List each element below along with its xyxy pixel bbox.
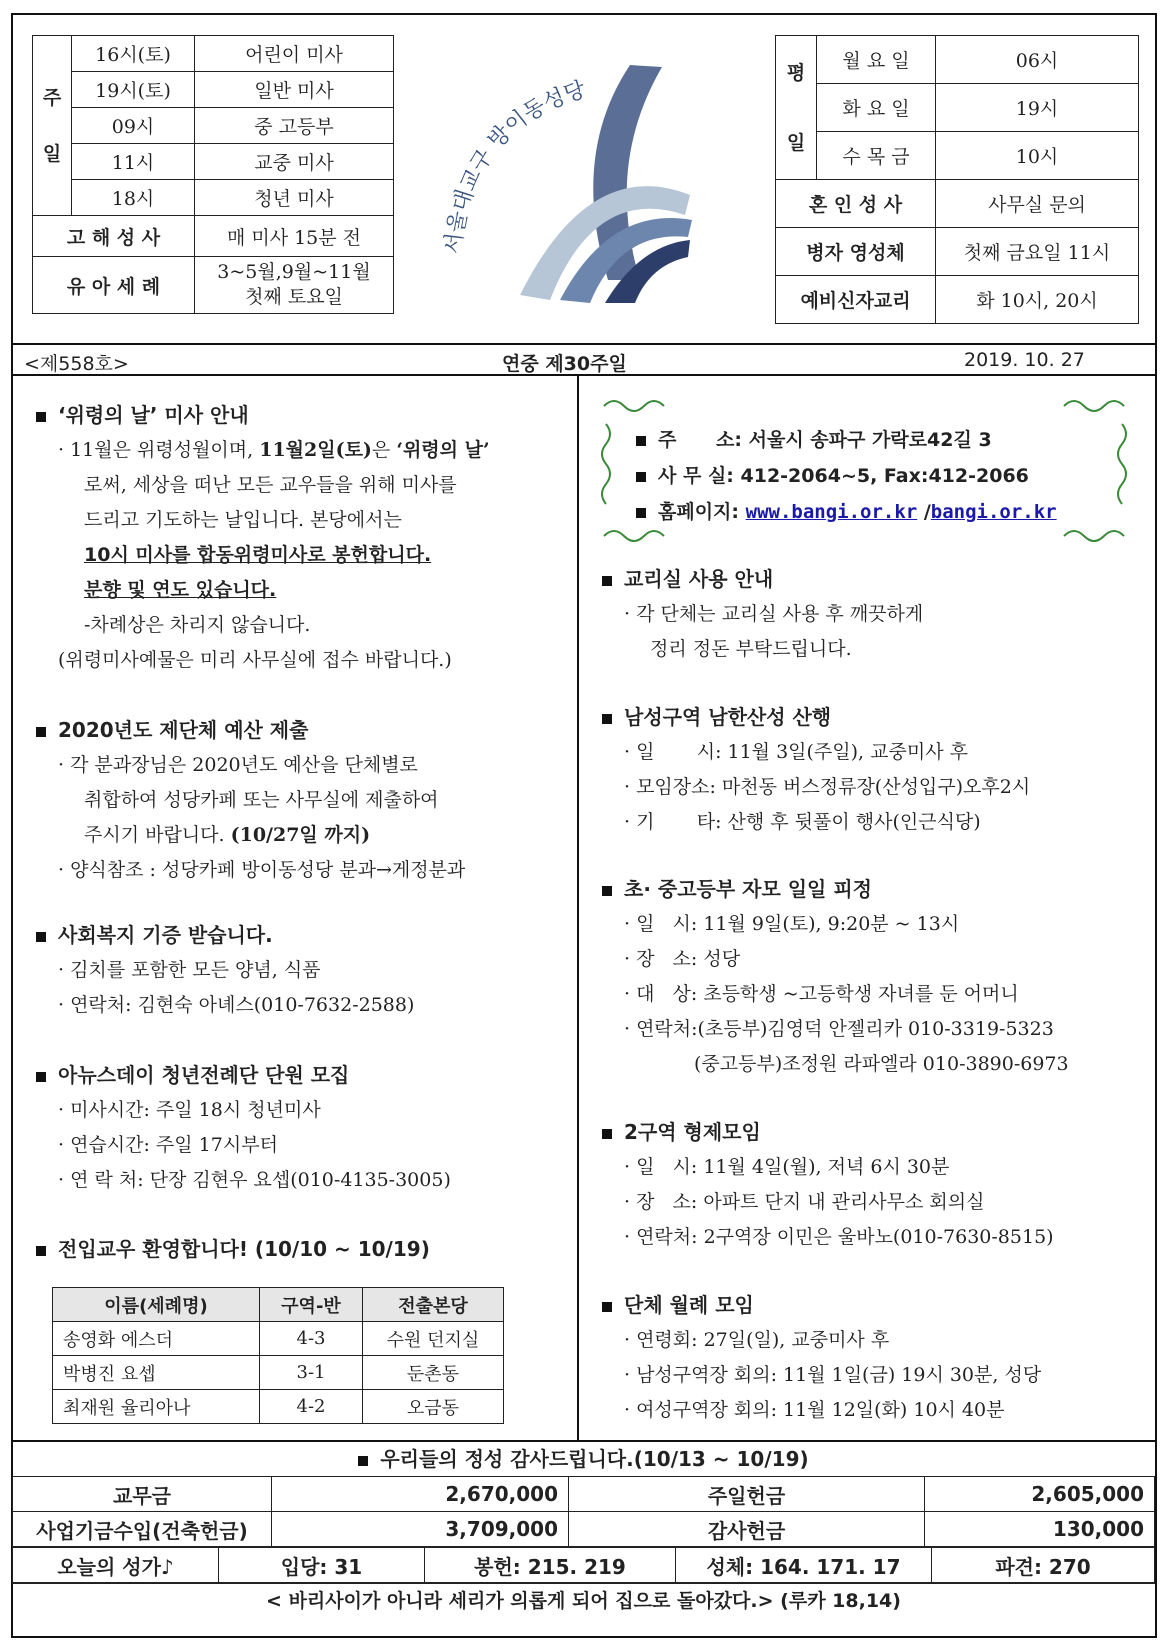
- offering-table: [12, 1476, 1155, 1547]
- classroom-title: 교리실 사용 안내: [624, 567, 774, 591]
- section-choir: [36, 1058, 571, 1198]
- weekday-schedule-table: [775, 35, 1139, 324]
- newcomers-table: [52, 1287, 504, 1424]
- newcomer-parish: 수원 던지실: [363, 1322, 504, 1356]
- budget-line2: 취합하여 성당카페 또는 사무실에 제출하여: [84, 789, 439, 811]
- newcomer-parish: 둔촌동: [363, 1356, 504, 1390]
- homepage-separator: /: [917, 501, 931, 523]
- weekday-day: 수 목 금: [817, 132, 936, 180]
- welfare-line2: · 연락처: 김현숙 아녜스(010-7632-2588): [58, 994, 415, 1016]
- retreat-line4: · 연락처:(초등부)김영덕 안젤리카 010-3319-5323: [624, 1018, 1054, 1040]
- issue-info-bar: [12, 343, 1155, 376]
- baptism-label: 유 아 세 례: [33, 257, 195, 314]
- newcomer-zone: 3-1: [260, 1356, 363, 1390]
- logo-text: 서울대교구 방이동성당: [440, 77, 589, 256]
- weekday-day: 화 요 일: [817, 84, 936, 132]
- weekday-label-2: 일: [786, 131, 806, 154]
- classroom-line2: 정리 정돈 부탁드립니다.: [650, 638, 852, 660]
- budget-line3: [36, 818, 571, 853]
- homepage-label: 홈페이지:: [658, 501, 746, 523]
- address-value: 서울시 송파구 가락로42길 3: [748, 429, 992, 451]
- welcome-title: 전입교우 환영합니다! (10/10 ~ 10/19): [58, 1237, 430, 1261]
- monthly-title: 단체 월례 모임: [624, 1293, 754, 1317]
- office-label: 사 무 실:: [658, 465, 741, 487]
- address-lines: [636, 422, 1057, 530]
- thanks-text: 우리들의 정성 감사드립니다.(10/13 ~ 10/19): [380, 1447, 809, 1471]
- mass-time: 19시(토): [72, 72, 195, 108]
- office-value: 412-2064~5, Fax:412-2066: [740, 465, 1029, 487]
- newcomer-name: 박병진 요셉: [53, 1356, 260, 1390]
- weekday-label-1: 평: [786, 61, 806, 84]
- mass-name: 중 고등부: [195, 108, 394, 144]
- issue-date: 2019. 10. 27: [964, 349, 1085, 371]
- sunday-label-2: 일: [42, 142, 62, 165]
- offering-label: 교무금: [13, 1477, 272, 1512]
- marriage-label: 혼 인 성 사: [776, 180, 936, 228]
- section-welcome: [36, 1232, 571, 1267]
- mass-time: 16시(토): [72, 36, 195, 72]
- budget-title: 2020년도 제단체 예산 제출: [58, 718, 309, 742]
- offering-label: 감사헌금: [569, 1512, 925, 1547]
- choir-line2: · 연습시간: 주일 17시부터: [58, 1134, 278, 1156]
- bullet-icon: [602, 1302, 612, 1312]
- memorial-line6: -차례상은 차리지 않습니다.: [84, 614, 311, 636]
- sick-communion-label: 병자 영성체: [776, 228, 936, 276]
- offering-amount: 130,000: [925, 1512, 1155, 1547]
- hymn-recessional: 파견: 270: [932, 1548, 1155, 1583]
- hiking-line2: · 모임장소: 마천동 버스정류장(산성입구)오후2시: [624, 776, 1031, 798]
- col-header-zone: 구역-반: [260, 1288, 363, 1322]
- hiking-title: 남성구역 남한산성 산행: [624, 705, 832, 729]
- bullet-icon: [602, 886, 612, 896]
- brothers-title: 2구역 형제모임: [624, 1120, 761, 1144]
- newcomer-name: 최재원 율리아나: [53, 1390, 260, 1424]
- bullet-icon: [636, 436, 646, 446]
- baptism-value-line1: 3~5월,9월~11월: [217, 261, 371, 283]
- issue-number: <제558호>: [24, 353, 129, 375]
- memorial-line4: 10시 미사를 합동위령미사로 봉헌합니다.: [84, 544, 432, 566]
- section-welfare: [36, 918, 571, 1023]
- hymn-table: [12, 1547, 1155, 1583]
- retreat-line5: (중고등부)조정원 라파엘라 010-3890-6973: [694, 1053, 1069, 1075]
- memorial-line3: 드리고 기도하는 날입니다. 본당에서는: [84, 509, 402, 531]
- table-row: [53, 1322, 504, 1356]
- section-memorial: [36, 398, 571, 678]
- col-header-parish: 전출본당: [363, 1288, 504, 1322]
- mass-name: 교중 미사: [195, 144, 394, 180]
- retreat-line1: · 일 시: 11월 9일(토), 9:20분 ~ 13시: [624, 913, 960, 935]
- bullet-icon: [36, 1246, 46, 1256]
- church-logo: [430, 45, 720, 305]
- memorial-l1d: ‘위령의 날’: [396, 439, 490, 461]
- section-classroom: [602, 562, 1157, 667]
- memorial-l1c: 은: [371, 439, 397, 461]
- hiking-line1: · 일 시: 11월 3일(주일), 교중미사 후: [624, 741, 968, 763]
- hymn-label: 오늘의 성가♪: [13, 1548, 219, 1583]
- monthly-line1: · 연령회: 27일(일), 교중미사 후: [624, 1329, 890, 1351]
- baptism-value-line2: 첫째 토요일: [245, 286, 343, 308]
- section-hiking: [602, 700, 1157, 840]
- choir-line3: · 연 락 처: 단장 김현우 요셉(010-4135-3005): [58, 1169, 451, 1191]
- bullet-icon: [636, 508, 646, 518]
- retreat-title: 초· 중고등부 자모 일일 피정: [624, 877, 872, 901]
- memorial-line2: 로써, 세상을 떠난 모든 교우들을 위해 미사를: [84, 474, 457, 496]
- sunday-label: [33, 36, 72, 216]
- bullet-icon: [602, 1129, 612, 1139]
- brothers-line3: · 연락처: 2구역장 이민은 울바노(010-7630-8515): [624, 1226, 1054, 1248]
- bullet-icon: [36, 932, 46, 942]
- sick-communion-value: 첫째 금요일 11시: [936, 228, 1139, 276]
- budget-line1: · 각 분과장님은 2020년도 예산을 단체별로: [58, 754, 418, 776]
- brothers-line1: · 일 시: 11월 4일(월), 저녁 6시 30분: [624, 1156, 950, 1178]
- cafe-link[interactable]: bangi.or.kr: [930, 501, 1057, 523]
- memorial-title: ‘위령의 날’ 미사 안내: [58, 403, 249, 427]
- homepage-link[interactable]: www.bangi.or.kr: [745, 501, 918, 523]
- monthly-line3: · 여성구역장 회의: 11월 12일(화) 10시 40분: [624, 1399, 1005, 1421]
- bullet-icon: [602, 576, 612, 586]
- offering-amount: 2,670,000: [272, 1477, 569, 1512]
- offering-label: 주일헌금: [569, 1477, 925, 1512]
- mass-time: 18시: [72, 180, 195, 216]
- marriage-value: 사무실 문의: [936, 180, 1139, 228]
- offering-label: 사업기금수입(건축헌금): [13, 1512, 272, 1547]
- section-title: [36, 398, 571, 433]
- newcomer-zone: 4-3: [260, 1322, 363, 1356]
- hymn-communion: 성체: 164. 171. 17: [676, 1548, 932, 1583]
- welfare-title: 사회복지 기증 받습니다.: [58, 923, 273, 947]
- brothers-line2: · 장 소: 아파트 단지 내 관리사무소 회의실: [624, 1191, 985, 1213]
- sunday-label-1: 주: [42, 86, 62, 109]
- liturgical-week: 연중 제30주일: [502, 353, 627, 375]
- budget-line4: · 양식참조 : 성당카페 방이동성당 분과→게정분과: [58, 859, 466, 881]
- section-brothers: [602, 1115, 1157, 1255]
- address-label: 주 소:: [658, 429, 749, 451]
- catechumen-label: 예비신자교리: [776, 276, 936, 324]
- mass-time: 11시: [72, 144, 195, 180]
- hymn-offertory: 봉헌: 215. 219: [425, 1548, 676, 1583]
- catechumen-value: 화 10시, 20시: [936, 276, 1139, 324]
- memorial-line7: (위령미사예물은 미리 사무실에 접수 바랍니다.): [58, 649, 452, 671]
- bullet-icon: [36, 412, 46, 422]
- bullet-icon: [36, 1072, 46, 1082]
- newcomer-name: 송영화 에스더: [53, 1322, 260, 1356]
- offering-section: [12, 1440, 1155, 1618]
- bullet-icon: [602, 714, 612, 724]
- bullet-icon: [358, 1456, 368, 1466]
- retreat-line2: · 장 소: 성당: [624, 948, 741, 970]
- column-divider: [577, 376, 579, 1440]
- monthly-line2: · 남성구역장 회의: 11월 1일(금) 19시 30분, 성당: [624, 1364, 1042, 1386]
- table-row: [53, 1390, 504, 1424]
- offering-amount: 2,605,000: [925, 1477, 1155, 1512]
- confession-value: 매 미사 15분 전: [195, 216, 394, 257]
- budget-l3b: (10/27일 까지): [230, 824, 371, 846]
- hymn-entrance: 입당: 31: [219, 1548, 425, 1583]
- newcomer-parish: 오금동: [363, 1390, 504, 1424]
- confession-label: 고 해 성 사: [33, 216, 195, 257]
- weekday-time: 19시: [936, 84, 1139, 132]
- thanks-heading: [12, 1440, 1155, 1476]
- retreat-line3: · 대 상: 초등학생 ~고등학생 자녀를 둔 어머니: [624, 983, 1019, 1005]
- memorial-l1b: 11월2일(토): [259, 439, 372, 461]
- welfare-line1: · 김치를 포함한 모든 양념, 식품: [58, 959, 321, 981]
- classroom-line1: · 각 단체는 교리실 사용 후 깨끗하게: [624, 603, 924, 625]
- mass-name: 어린이 미사: [195, 36, 394, 72]
- mass-time: 09시: [72, 108, 195, 144]
- section-retreat: [602, 872, 1157, 1082]
- choir-line1: · 미사시간: 주일 18시 청년미사: [58, 1099, 321, 1121]
- table-row: [53, 1356, 504, 1390]
- weekday-time: 10시: [936, 132, 1139, 180]
- section-budget: [36, 713, 571, 888]
- weekday-label: [776, 36, 817, 180]
- offering-amount: 3,709,000: [272, 1512, 569, 1547]
- newcomer-zone: 4-2: [260, 1390, 363, 1424]
- memorial-line1: [36, 433, 571, 468]
- weekday-day: 월 요 일: [817, 36, 936, 84]
- col-header-name: 이름(세례명): [53, 1288, 260, 1322]
- memorial-line5: 분향 및 연도 있습니다.: [84, 579, 277, 601]
- memorial-l1a: · 11월은 위령성월이며,: [58, 439, 260, 461]
- gospel-quote: < 바리사이가 아니라 세리가 의롭게 되어 집으로 돌아갔다.> (루카 18,14): [12, 1583, 1155, 1618]
- address-box: [594, 394, 1134, 548]
- sunday-schedule-table: [32, 35, 394, 314]
- budget-l3a: 주시기 바랍니다.: [84, 824, 231, 846]
- section-monthly: [602, 1288, 1157, 1428]
- mass-name: 일반 미사: [195, 72, 394, 108]
- mass-name: 청년 미사: [195, 180, 394, 216]
- bullet-icon: [636, 472, 646, 482]
- hiking-line3: · 기 타: 산행 후 뒷풀이 행사(인근식당): [624, 811, 981, 833]
- baptism-value: [195, 257, 394, 314]
- weekday-time: 06시: [936, 36, 1139, 84]
- bullet-icon: [36, 727, 46, 737]
- choir-title: 아뉴스데이 청년전례단 단원 모집: [58, 1063, 350, 1087]
